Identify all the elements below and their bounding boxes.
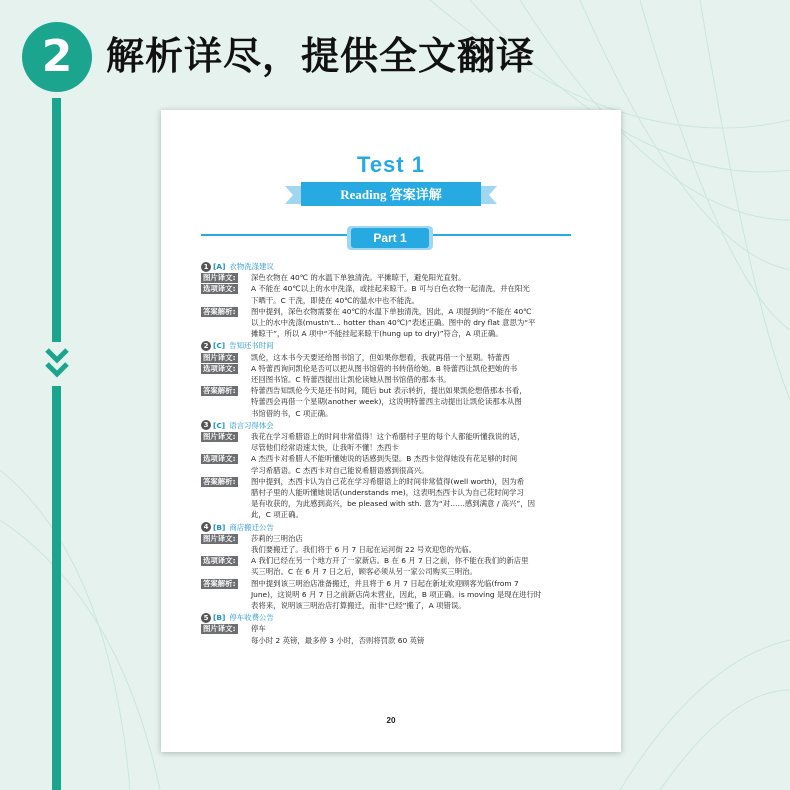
question-title: 告知还书时间 (229, 341, 274, 351)
section-label: 选项译文: (203, 556, 236, 566)
question-answer: [B] (213, 522, 226, 532)
text-line: 我们要搬迁了。我们将于 6 月 7 日起在运河街 22 号欢迎您的光临。 (251, 545, 477, 555)
text-line: 特蕾西告知凯伦今天是还书时间，随后 but 表示转折，提出如果凯伦想借那本书看， (251, 386, 527, 396)
section-label: 图片译文: (203, 624, 236, 634)
question-header (201, 261, 583, 272)
section-label: 选项译文: (203, 284, 236, 294)
text-line: 是有收获的，为此感到高兴，be pleased with sth. 意为“对……感到满意 / 高兴”，因 (251, 499, 536, 509)
text-line: June)，这说明 6 月 7 日之前新店尚未营业，因此，B 项正确。is moving 是现在进行时 (251, 589, 542, 599)
section-row (201, 453, 583, 475)
book-page (161, 110, 621, 752)
section-row (201, 623, 583, 645)
page-number: 20 (386, 716, 396, 725)
section-label: 图片译文: (203, 432, 236, 441)
section-label: 答案解析: (203, 386, 236, 396)
section-label: 选项译文: (203, 363, 236, 373)
text-line: 莎莉的三明治店 (251, 533, 303, 543)
text-line: 表将来，说明该三明治店打算搬迁，而非“已经”搬了，A 项错误。 (251, 601, 466, 611)
number-badge: 2 (22, 22, 92, 92)
section-row (201, 272, 583, 283)
text-line: 此，C 项正确。 (251, 510, 303, 520)
text-line: 特蕾西会再借一个星期(another week)，这说明特蕾西主动提出让凯伦读那本从图 (251, 397, 522, 407)
section-label: 图片译文: (203, 273, 236, 283)
text-line: 还回图书馆。C 特蕾西提出让凯伦读她从图书馆借的那本书。 (251, 375, 451, 384)
answer-content (201, 260, 583, 646)
text-line: 每小时 2 英镑，最多停 3 小时，否则将罚款 60 英镑 (251, 635, 425, 645)
text-line: 以上的水中洗涤(mustn't... hotter than 40℃)”表述正确。图中的 dry flat 意思为“平 (251, 318, 536, 327)
text-line: A 我们已经在另一个地方开了一家新店。B 在 6 月 7 日之前，你不能在我们的新店里 (251, 556, 529, 566)
question-header (201, 420, 583, 431)
text-line: A 不能在 40℃以上的水中洗涤，或挂起来晾干。B 可与白色衣物一起清洗，并在阳光 (251, 284, 530, 294)
text-line: 买三明治。C 在 6 月 7 日之后，顾客必须从另一家公司购买三明治。 (251, 567, 477, 577)
section-row (201, 363, 583, 385)
question-number: 3 (201, 420, 211, 430)
question-title: 商店搬迁公告 (229, 522, 274, 532)
question-header (201, 522, 583, 533)
section-row (201, 578, 583, 612)
double-chevron-down-icon (43, 342, 71, 386)
text-line: 我花在学习希腊语上的时间非常值得！这个希腊村子里的每个人都能听懂我说的话， (251, 432, 525, 441)
section-label: 答案解析: (203, 476, 236, 486)
text-line: 凯伦，这本书今天要还给图书馆了，但如果你想看，我就再借一个星期。特蕾西 (251, 352, 510, 362)
text-line: 腊村子里的人能听懂她说话(understands me)，这表明杰西卡认为自己花时间学习 (251, 488, 524, 498)
question-answer: [B] (213, 613, 226, 623)
question-title: 语言习得体会 (229, 420, 274, 430)
question-number: 5 (201, 613, 211, 623)
question-answer: [A] (213, 262, 226, 271)
text-line: A 杰西卡对希腊人不能听懂她说的话感到失望。B 杰西卡觉得她没有花足够的时间 (251, 454, 518, 464)
text-line: 书馆借的书，C 项正确。 (251, 408, 333, 418)
text-line: A 特蕾西询问凯伦是否可以把从图书馆借的书转借给她。B 特蕾西让凯伦把她的书 (251, 363, 518, 373)
text-line: 图中提到，深色衣物需要在 40℃的水温下单独清洗，因此，A 项提到的“不能在 40℃ (251, 306, 532, 316)
section-label: 图片译文: (203, 352, 236, 362)
section-row (201, 555, 583, 577)
question-number: 4 (201, 522, 211, 532)
section-row (201, 283, 583, 305)
question-title: 停车收费公告 (229, 613, 274, 623)
section-row (201, 476, 583, 521)
question-header (201, 612, 583, 623)
question-answer: [C] (213, 341, 226, 351)
section-row (201, 306, 583, 340)
question-answer: [C] (213, 420, 226, 430)
question-number: 1 (201, 262, 211, 272)
section-label: 答案解析: (203, 306, 236, 316)
text-line: 学习希腊语。C 杰西卡对自己能说希腊语感到很高兴。 (251, 465, 429, 475)
section-label: 选项译文: (203, 454, 236, 464)
section-label: 图片译文: (203, 533, 236, 543)
section-row (201, 431, 583, 453)
text-line: 尽管他们经常语速太快，让我听不懂！杰西卡 (251, 443, 399, 453)
question-header (201, 340, 583, 351)
text-line: 深色衣物在 40℃ 的水温下单独清洗。平摊晾干，避免阳光直射。 (251, 273, 466, 283)
section-row (201, 533, 583, 555)
text-line: 摊晾干”，所以 A 项中“不能挂起来晾干(hung up to dry)”符合，A 项正确。 (251, 329, 503, 339)
page-heading: 解析详尽，提供全文翻译 (106, 34, 536, 78)
question-title: 衣物洗涤建议 (229, 262, 274, 271)
question-number: 2 (201, 341, 211, 351)
part-label: Part 1 (373, 231, 407, 245)
section-row (201, 352, 583, 363)
section-label: 答案解析: (203, 578, 236, 588)
vertical-accent-bar (52, 98, 61, 790)
text-line: 图中提到该三明治店准备搬迁，并且将于 6 月 7 日起在新址欢迎顾客光临(from 7 (251, 578, 519, 588)
text-line: 停车 (251, 624, 266, 634)
text-line: 图中提到，杰西卡认为自己花在学习希腊语上的时间非常值得(well worth)，因为希 (251, 476, 525, 486)
text-line: 下晒干。C 干洗，即使在 40℃的温水中也不能洗。 (251, 295, 419, 305)
test-title: Test 1 (357, 152, 425, 177)
ribbon-label: Reading 答案详解 (340, 187, 442, 202)
section-row (201, 385, 583, 419)
